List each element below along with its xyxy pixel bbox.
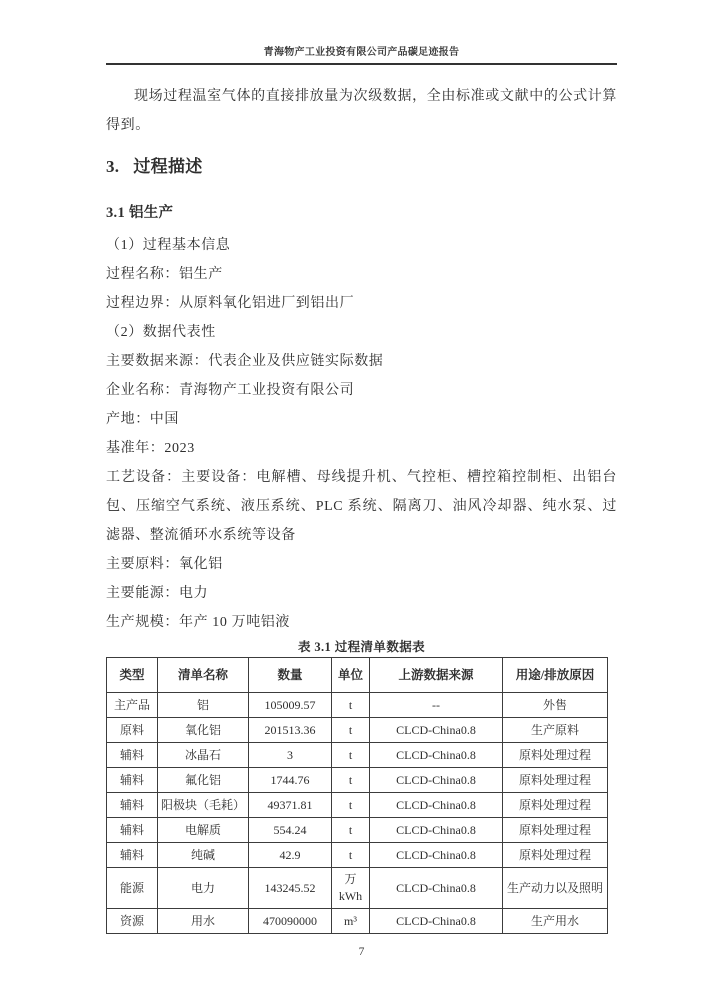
cell-qty: 1744.76 xyxy=(249,768,332,793)
table-row xyxy=(107,909,608,934)
cell-type: 辅料 xyxy=(107,768,158,793)
cell-source: CLCD-China0.8 xyxy=(370,793,503,818)
table-row xyxy=(107,818,608,843)
cell-name: 氧化铝 xyxy=(158,718,249,743)
cell-unit: t xyxy=(332,843,370,868)
cell-source: CLCD-China0.8 xyxy=(370,818,503,843)
column-header-purpose: 用途/排放原因 xyxy=(503,658,608,693)
cell-type: 原料 xyxy=(107,718,158,743)
process-info-line: 企业名称：青海物产工业投资有限公司 xyxy=(106,383,355,398)
cell-purpose: 原料处理过程 xyxy=(503,743,608,768)
cell-type: 主产品 xyxy=(107,693,158,718)
cell-purpose: 原料处理过程 xyxy=(503,768,608,793)
cell-name: 冰晶石 xyxy=(158,743,249,768)
cell-qty: 470090000 xyxy=(249,909,332,934)
cell-type: 资源 xyxy=(107,909,158,934)
table-row xyxy=(107,793,608,818)
cell-source: -- xyxy=(370,693,503,718)
cell-qty: 42.9 xyxy=(249,843,332,868)
cell-source: CLCD-China0.8 xyxy=(370,768,503,793)
cell-unit: t xyxy=(332,693,370,718)
cell-purpose: 外售 xyxy=(503,693,608,718)
cell-name: 铝 xyxy=(158,693,249,718)
process-info-line: 生产规模：年产 10 万吨铝液 xyxy=(106,615,290,630)
table-row xyxy=(107,693,608,718)
process-info-line: （1）过程基本信息 xyxy=(106,238,231,253)
cell-name: 阳极块（毛耗） xyxy=(158,793,249,818)
table-row xyxy=(107,868,608,909)
cell-unit: t xyxy=(332,818,370,843)
report-header-title: 青海物产工业投资有限公司产品碳足迹报告 xyxy=(263,47,460,58)
cell-qty: 3 xyxy=(249,743,332,768)
table-row xyxy=(107,718,608,743)
cell-source: CLCD-China0.8 xyxy=(370,868,503,909)
inventory-table xyxy=(106,657,608,934)
cell-qty: 554.24 xyxy=(249,818,332,843)
cell-qty: 49371.81 xyxy=(249,793,332,818)
cell-unit: t xyxy=(332,743,370,768)
running-header xyxy=(106,46,617,65)
table-row xyxy=(107,743,608,768)
cell-name: 纯碱 xyxy=(158,843,249,868)
cell-source: CLCD-China0.8 xyxy=(370,909,503,934)
intro-paragraph: 现场过程温室气体的直接排放量为次级数据，全由标准或文献中的公式计算得到。 xyxy=(106,89,617,133)
cell-name: 电解质 xyxy=(158,818,249,843)
cell-unit: m³ xyxy=(332,909,370,934)
process-info-line: （2）数据代表性 xyxy=(106,325,216,340)
cell-purpose: 生产原料 xyxy=(503,718,608,743)
column-header-qty: 数量 xyxy=(249,658,332,693)
section-heading-3 xyxy=(106,154,617,180)
cell-name: 氟化铝 xyxy=(158,768,249,793)
subsection-heading-3-1: 3.1 铝生产 xyxy=(106,205,174,221)
process-info-line: 过程边界：从原料氧化铝进厂到铝出厂 xyxy=(106,296,355,311)
column-header-name: 清单名称 xyxy=(158,658,249,693)
column-header-source: 上游数据来源 xyxy=(370,658,503,693)
page-number: 7 xyxy=(358,946,365,958)
cell-source: CLCD-China0.8 xyxy=(370,718,503,743)
cell-unit: t xyxy=(332,718,370,743)
process-info-line: 主要能源：电力 xyxy=(106,586,209,601)
cell-purpose: 原料处理过程 xyxy=(503,793,608,818)
process-info-line: 主要原料：氧化铝 xyxy=(106,557,223,572)
cell-type: 辅料 xyxy=(107,743,158,768)
table-caption: 表 3.1 过程清单数据表 xyxy=(297,640,426,654)
cell-purpose: 生产用水 xyxy=(503,909,608,934)
cell-name: 电力 xyxy=(158,868,249,909)
cell-type: 辅料 xyxy=(107,843,158,868)
process-info-line: 产地：中国 xyxy=(106,412,179,427)
process-info-line: 基准年：2023 xyxy=(106,441,195,456)
cell-unit: t xyxy=(332,793,370,818)
section-title: 过程描述 xyxy=(133,157,203,176)
cell-name: 用水 xyxy=(158,909,249,934)
cell-qty: 105009.57 xyxy=(249,693,332,718)
cell-source: CLCD-China0.8 xyxy=(370,843,503,868)
cell-type: 能源 xyxy=(107,868,158,909)
cell-qty: 143245.52 xyxy=(249,868,332,909)
table-row xyxy=(107,768,608,793)
cell-qty: 201513.36 xyxy=(249,718,332,743)
process-info-line: 主要数据来源：代表企业及供应链实际数据 xyxy=(106,354,384,369)
inventory-table-header xyxy=(107,658,608,693)
cell-source: CLCD-China0.8 xyxy=(370,743,503,768)
process-info-line: 过程名称：铝生产 xyxy=(106,267,223,282)
cell-unit: t xyxy=(332,768,370,793)
process-info-list xyxy=(106,231,617,637)
table-row xyxy=(107,843,608,868)
cell-type: 辅料 xyxy=(107,793,158,818)
cell-purpose: 原料处理过程 xyxy=(503,843,608,868)
process-info-line: 工艺设备：主要设备：电解槽、母线提升机、气控柜、槽控箱控制柜、出铝台包、压缩空气系统、液压系统、PLC 系统、隔离刀、油风冷却器、纯水泵、过滤器、整流循环水系统等设备 xyxy=(106,470,617,543)
cell-type: 辅料 xyxy=(107,818,158,843)
inventory-table-body xyxy=(107,693,608,934)
cell-unit: 万 kWh xyxy=(332,868,370,909)
column-header-type: 类型 xyxy=(107,658,158,693)
cell-purpose: 原料处理过程 xyxy=(503,818,608,843)
cell-purpose: 生产动力以及照明 xyxy=(503,868,608,909)
column-header-unit: 单位 xyxy=(332,658,370,693)
section-number: 3. xyxy=(106,157,120,176)
